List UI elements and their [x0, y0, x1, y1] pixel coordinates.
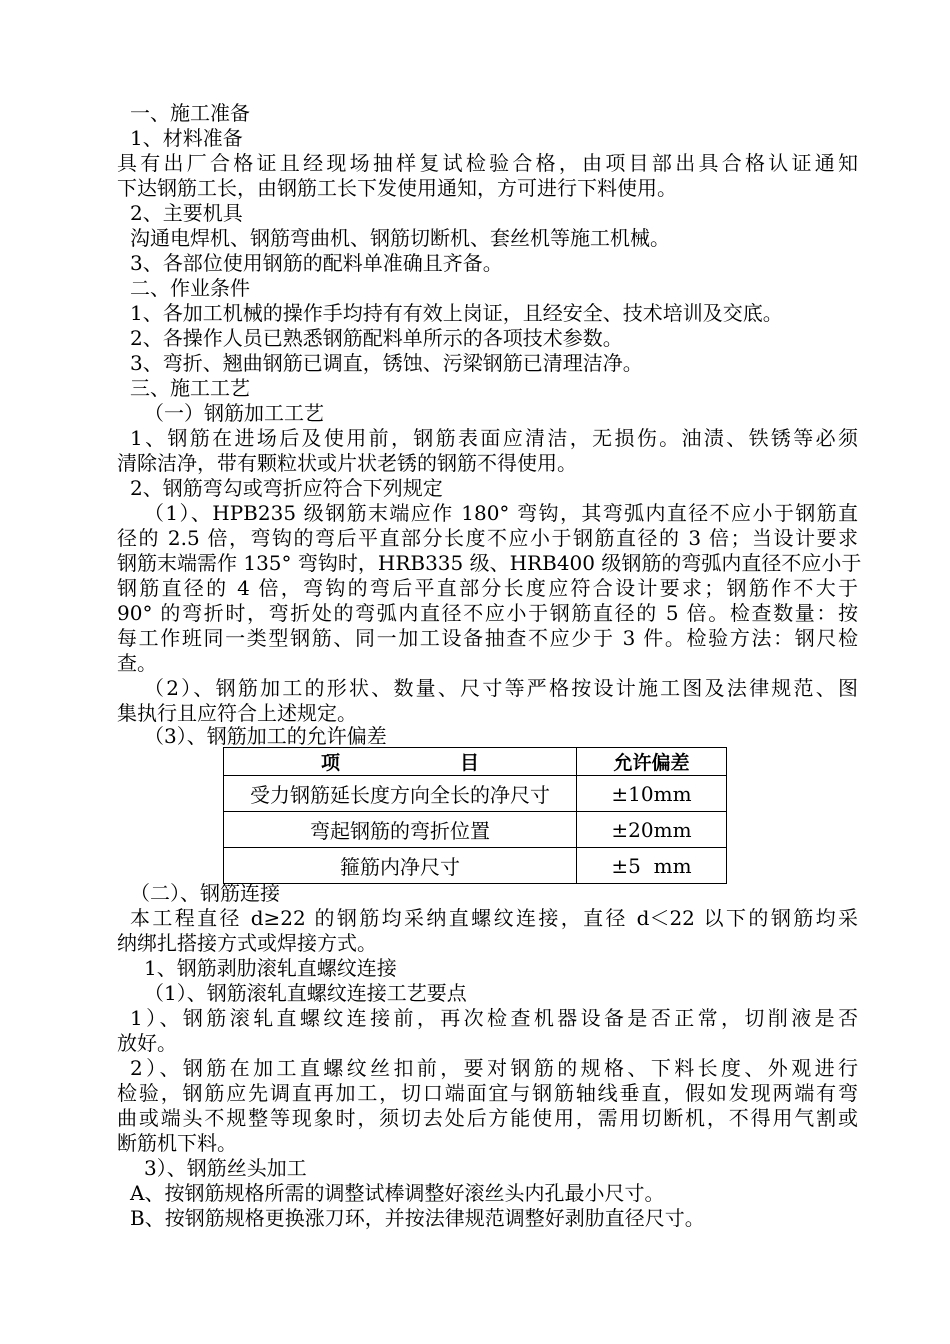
- table-row: [224, 812, 727, 848]
- subsection-heading: 2、主要机具: [130, 201, 243, 225]
- table-cell-tolerance: ±10mm: [577, 776, 727, 812]
- table-cell-item: 受力钢筋延长度方向全长的净尺寸: [224, 776, 577, 812]
- paragraph-line: 纳绑扎搭接方式或焊接方式。: [117, 931, 377, 955]
- tolerance-table: [223, 747, 727, 884]
- section-heading: 三、施工工艺: [130, 376, 250, 400]
- subsection-heading: （一）钢筋加工工艺: [144, 401, 324, 425]
- table-row: [224, 776, 727, 812]
- table-header-tolerance: 允许偏差: [577, 748, 727, 776]
- paragraph-line: 每工作班同一类型钢筋、同一加工设备抽查不应少于 3 件。检验方法：钢尺检: [117, 626, 858, 650]
- paragraph-line: 2、各操作人员已熟悉钢筋配料单所示的各项技术参数。: [130, 326, 623, 350]
- paragraph-line: 查。: [117, 651, 157, 675]
- paragraph-line: 曲或端头不规整等现象时，须切去处后方能使用，需用切断机，不得用气割或: [117, 1106, 858, 1130]
- paragraph-line: 1、各加工机械的操作手均持有有效上岗证，且经安全、技术培训及交底。: [130, 301, 783, 325]
- paragraph-line: A、按钢筋规格所需的调整试棒调整好滚丝头内孔最小尺寸。: [130, 1181, 665, 1205]
- paragraph-line: 具有出厂合格证且经现场抽样复试检验合格，由项目部出具合格认证通知: [117, 151, 858, 175]
- paragraph-line: 检验，钢筋应先调直再加工，切口端面宜与钢筋轴线垂直，假如发现两端有弯: [117, 1081, 858, 1105]
- paragraph-line: 集执行且应符合上述规定。: [117, 701, 357, 725]
- subsection-heading: 3）、钢筋丝头加工: [144, 1156, 307, 1180]
- table-cell-item: 箍筋内净尺寸: [224, 848, 577, 884]
- paragraph-line: （2）、钢筋加工的形状、数量、尺寸等严格按设计施工图及法律规范、图: [144, 676, 858, 700]
- paragraph-line: 1、钢筋在进场后及使用前，钢筋表面应清洁，无损伤。油渍、铁锈等必须: [130, 426, 858, 450]
- paragraph-line: 沟通电焊机、钢筋弯曲机、钢筋切断机、套丝机等施工机械。: [130, 226, 670, 250]
- paragraph-line: 2）、钢筋在加工直螺纹丝扣前，要对钢筋的规格、下料长度、外观进行: [130, 1056, 858, 1080]
- subsection-heading: 1、材料准备: [130, 126, 243, 150]
- table-cell-tolerance: ±5 mm: [577, 848, 727, 884]
- paragraph-line: 钢筋末端需作 135° 弯钩时，HRB335 级、HRB400 级钢筋的弯弧内直径不应小于: [117, 551, 862, 575]
- paragraph-line: 3、弯折、翘曲钢筋已调直，锈蚀、污梁钢筋已清理洁净。: [130, 351, 643, 375]
- section-heading: 二、作业条件: [130, 276, 250, 300]
- paragraph-line: 本工程直径 d≥22 的钢筋均采纳直螺纹连接，直径 d＜22 以下的钢筋均采: [130, 906, 858, 930]
- section-heading: 一、施工准备: [130, 101, 250, 125]
- paragraph-line: 3、各部位使用钢筋的配料单准确且齐备。: [130, 251, 503, 275]
- paragraph-line: 径的 2.5 倍，弯钩的弯后平直部分长度不应小于钢筋直径的 3 倍；当设计要求: [117, 526, 858, 550]
- paragraph-line: 2、钢筋弯勾或弯折应符合下列规定: [130, 476, 443, 500]
- paragraph-line: 1）、钢筋滚轧直螺纹连接前，再次检查机器设备是否正常，切削液是否: [130, 1006, 858, 1030]
- paragraph-line: 90° 的弯折时，弯折处的弯弧内直径不应小于钢筋直径的 5 倍。检查数量：按: [117, 601, 858, 625]
- paragraph-line: （1）、HPB235 级钢筋末端应作 180° 弯钩，其弯弧内直径不应小于钢筋直: [144, 501, 858, 525]
- table-header-row: [224, 748, 727, 776]
- table-cell-tolerance: ±20mm: [577, 812, 727, 848]
- paragraph-line: 钢筋直径的 4 倍，弯钩的弯后平直部分长度应符合设计要求；钢筋作不大于: [117, 576, 858, 600]
- paragraph-line: 断筋机下料。: [117, 1131, 237, 1155]
- subsection-heading: 1、钢筋剥肋滚轧直螺纹连接: [144, 956, 397, 980]
- paragraph-line: 放好。: [117, 1031, 177, 1055]
- subsection-heading: （1）、钢筋滚轧直螺纹连接工艺要点: [144, 981, 467, 1005]
- paragraph-line: 下达钢筋工长，由钢筋工长下发使用通知，方可进行下料使用。: [117, 176, 677, 200]
- paragraph-line: 清除洁净，带有颗粒状或片状老锈的钢筋不得使用。: [117, 451, 577, 475]
- table-row: [224, 848, 727, 884]
- paragraph-line: （3）、钢筋加工的允许偏差: [144, 724, 387, 748]
- table-cell-item: 弯起钢筋的弯折位置: [224, 812, 577, 848]
- table-header-item: 项 目: [224, 748, 577, 776]
- paragraph-line: B、按钢筋规格更换涨刀环，并按法律规范调整好剥肋直径尺寸。: [130, 1206, 705, 1230]
- subsection-heading: （二）、钢筋连接: [130, 881, 280, 905]
